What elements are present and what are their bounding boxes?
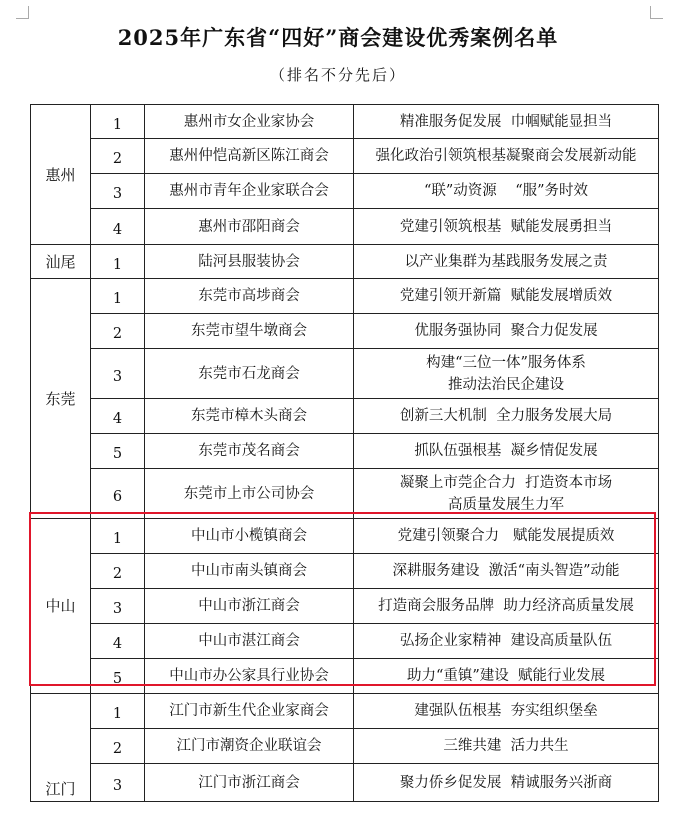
row-number: 1	[91, 245, 145, 279]
case-title-line: 助力“重镇”建设 赋能行业发展	[406, 668, 606, 684]
organization-name: 东莞市樟木头商会	[145, 399, 354, 434]
case-title-cell	[354, 245, 659, 279]
row-number: 1	[91, 105, 145, 139]
case-title-line: 党建引领聚合力 赋能发展提质效	[397, 528, 615, 544]
table-row	[31, 399, 659, 434]
city-cell: 中山	[31, 519, 91, 694]
city-cell: 江门	[31, 694, 91, 802]
row-number: 4	[91, 399, 145, 434]
row-number: 2	[91, 314, 145, 349]
case-title-cell	[354, 694, 659, 729]
row-number: 3	[91, 589, 145, 624]
table-row	[31, 469, 659, 519]
case-title-line: 创新三大机制 全力服务发展大局	[399, 408, 613, 424]
row-number: 1	[91, 694, 145, 729]
table-row	[31, 554, 659, 589]
case-title-cell	[354, 174, 659, 209]
case-title-line: 打造商会服务品牌 助力经济高质量发展	[378, 598, 634, 614]
case-title-line: 深耕服务建设 激活“南头智造”动能	[392, 563, 620, 579]
organization-name: 中山市湛江商会	[145, 624, 354, 659]
table-row	[31, 139, 659, 174]
case-title-cell	[354, 519, 659, 554]
document-title: 2025年广东省“四好”商会建设优秀案例名单	[117, 25, 559, 50]
page-corner-mark-right	[650, 6, 663, 19]
case-title-cell	[354, 469, 659, 519]
city-cell: 东莞	[31, 279, 91, 519]
case-list-table	[30, 104, 659, 802]
organization-name: 江门市新生代企业家商会	[145, 694, 354, 729]
organization-name: 中山市浙江商会	[145, 589, 354, 624]
table-row	[31, 174, 659, 209]
table-row	[31, 729, 659, 764]
table-row	[31, 764, 659, 802]
row-number: 1	[91, 279, 145, 314]
case-title-line: 三维共建 活力共生	[443, 738, 569, 754]
case-title-line: 精准服务促发展 巾帼赋能显担当	[399, 113, 613, 130]
organization-name: 东莞市望牛墩商会	[145, 314, 354, 349]
case-title-line: “联”动资源 “服”务时效	[423, 183, 589, 199]
case-title-line: 凝聚上市莞企合力 打造资本市场	[399, 474, 613, 491]
document-subtitle: （排名不分先后）	[269, 66, 406, 84]
organization-name: 中山市南头镇商会	[145, 554, 354, 589]
table-row	[31, 694, 659, 729]
row-number: 5	[91, 659, 145, 694]
table-row	[31, 209, 659, 245]
case-title-cell	[354, 434, 659, 469]
table-row	[31, 349, 659, 399]
organization-name: 东莞市石龙商会	[145, 349, 354, 399]
case-title-cell	[354, 624, 659, 659]
row-number: 2	[91, 729, 145, 764]
case-title-cell	[354, 139, 659, 174]
organization-name: 江门市潮资企业联谊会	[145, 729, 354, 764]
organization-name: 东莞市上市公司协会	[145, 469, 354, 519]
case-title-cell	[354, 314, 659, 349]
organization-name: 中山市办公家具行业协会	[145, 659, 354, 694]
table-row	[31, 659, 659, 694]
case-title-cell	[354, 729, 659, 764]
case-title-cell	[354, 105, 659, 139]
case-title-line: 以产业集群为基践服务发展之责	[404, 253, 608, 270]
case-title-cell	[354, 659, 659, 694]
table-row	[31, 434, 659, 469]
case-title-line: 推动法治民企建设	[448, 376, 564, 393]
case-title-line: 聚力侨乡促发展 精诚服务兴浙商	[399, 774, 613, 791]
row-number: 6	[91, 469, 145, 519]
row-number: 4	[91, 624, 145, 659]
case-title-cell	[354, 209, 659, 245]
case-title-cell	[354, 399, 659, 434]
organization-name: 东莞市高埗商会	[145, 279, 354, 314]
case-title-line: 党建引领开新篇 赋能发展增质效	[399, 288, 613, 304]
case-title-cell	[354, 349, 659, 399]
case-title-cell	[354, 589, 659, 624]
row-number: 5	[91, 434, 145, 469]
page-corner-mark-left	[16, 6, 29, 19]
table-row	[31, 624, 659, 659]
table-row	[31, 314, 659, 349]
row-number: 1	[91, 519, 145, 554]
case-title-line: 高质量发展生力军	[448, 496, 564, 513]
case-title-line: 构建“三位一体”服务体系	[426, 354, 586, 371]
case-title-line: 抓队伍强根基 凝乡情促发展	[414, 443, 598, 459]
table-row	[31, 519, 659, 554]
table-row	[31, 589, 659, 624]
case-title-line: 建强队伍根基 夯实组织堡垒	[414, 703, 598, 719]
case-title-line: 强化政治引领筑根基凝聚商会发展新动能	[375, 148, 637, 164]
case-title-cell	[354, 279, 659, 314]
city-cell: 汕尾	[31, 245, 91, 279]
case-title-line: 党建引领筑根基 赋能发展勇担当	[399, 218, 613, 235]
case-title-cell	[354, 764, 659, 802]
row-number: 3	[91, 764, 145, 802]
organization-name: 中山市小榄镇商会	[145, 519, 354, 554]
row-number: 2	[91, 554, 145, 589]
row-number: 2	[91, 139, 145, 174]
table-row	[31, 279, 659, 314]
table-row	[31, 245, 659, 279]
organization-name: 江门市浙江商会	[145, 764, 354, 802]
organization-name: 东莞市茂名商会	[145, 434, 354, 469]
row-number: 3	[91, 349, 145, 399]
table-row	[31, 105, 659, 139]
organization-name: 惠州市邵阳商会	[145, 209, 354, 245]
case-title-cell	[354, 554, 659, 589]
case-title-line: 弘扬企业家精神 建设高质量队伍	[399, 633, 613, 649]
organization-name: 陆河县服装协会	[145, 245, 354, 279]
organization-name: 惠州仲恺高新区陈江商会	[145, 139, 354, 174]
case-title-line: 优服务强协同 聚合力促发展	[414, 323, 598, 339]
row-number: 3	[91, 174, 145, 209]
city-cell: 惠州	[31, 105, 91, 245]
row-number: 4	[91, 209, 145, 245]
organization-name: 惠州市女企业家协会	[145, 105, 354, 139]
organization-name: 惠州市青年企业家联合会	[145, 174, 354, 209]
